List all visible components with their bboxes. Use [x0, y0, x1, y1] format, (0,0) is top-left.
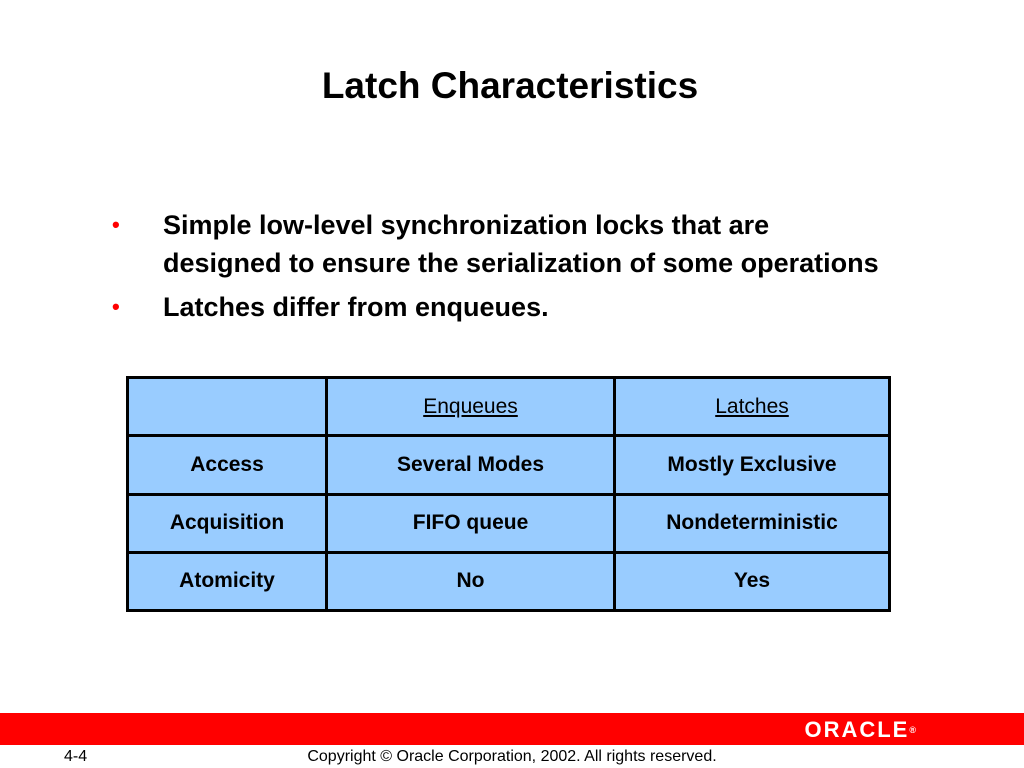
bullet-text: Latches differ from enqueues.	[163, 292, 549, 322]
table-header-row	[128, 378, 890, 436]
slide-title: Latch Characteristics	[321, 65, 699, 106]
bullet-text: Simple low-level synchronization locks that are designed to ensure the serialization of some operations	[163, 210, 879, 278]
oracle-logo	[804, 719, 916, 741]
table-row	[128, 494, 890, 552]
registered-mark: ®	[909, 725, 916, 735]
bullet-marker: •	[112, 212, 120, 237]
table-row-label: Acquisition	[128, 494, 327, 552]
bullet-marker: •	[112, 294, 120, 319]
table-cell: FIFO queue	[327, 494, 615, 552]
comparison-table	[126, 376, 891, 612]
page-number: 4-4	[64, 748, 88, 765]
table-header-cell	[128, 378, 327, 436]
table-row-label: Access	[128, 436, 327, 494]
table-cell: Several Modes	[327, 436, 615, 494]
oracle-logo-text: ORACLE	[804, 717, 910, 742]
table-cell: Mostly Exclusive	[615, 436, 890, 494]
bullet-item	[110, 206, 890, 282]
table-cell: No	[327, 552, 615, 610]
table-row	[128, 552, 890, 610]
table-cell: Yes	[615, 552, 890, 610]
bullet-list	[110, 206, 890, 332]
table-header-cell: Latches	[615, 378, 890, 436]
footer-brand-bar	[0, 713, 1024, 745]
footer	[0, 745, 1024, 768]
table-row-label: Atomicity	[128, 552, 327, 610]
copyright-notice: Copyright © Oracle Corporation, 2002. All rights reserved.	[307, 748, 717, 765]
bullet-item	[110, 288, 890, 326]
table-header-cell: Enqueues	[327, 378, 615, 436]
table-row	[128, 436, 890, 494]
table-cell: Nondeterministic	[615, 494, 890, 552]
